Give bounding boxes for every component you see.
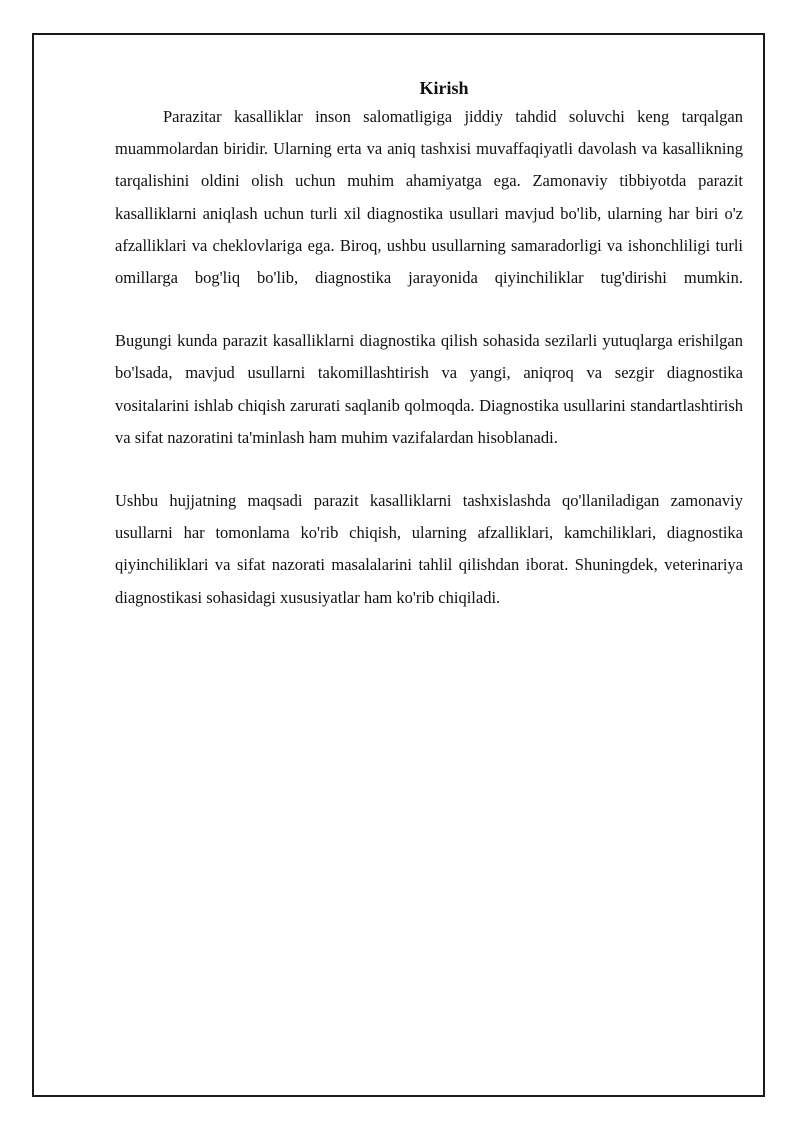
paragraph-gap <box>115 294 743 325</box>
paragraph-current-state: Bugungi kunda parazit kasalliklarni diagnostika qilish sohasida sezilarli yutuqlarga erishilgan bo'lsada, mavjud usullarni takomillashtirish va yangi, aniqroq va sezgir diagnostika vositalarini ishlab chiqish zarurati saqlanib qolmoqda. Diagnostika usullarini standartlashtirish va sifat nazoratini ta'minlash ham muhim vazifalardan hisoblanadi. <box>115 331 743 447</box>
paragraph-intro: Parazitar kasalliklar inson salomatligiga jiddiy tahdid soluvchi keng tarqalgan muammolardan biridir. Ularning erta va aniq tashxisi muvaffaqiyatli davolash va kasallikning tarqalishini oldini olish uchun muhim ahamiyatga ega. Zamonaviy tibbiyotda parazit kasalliklarni aniqlash uchun turli xil diagnostika usullari mavjud bo'lib, ularning har biri o'z afzalliklari va cheklovlariga ega. Biroq, ushbu usullarning samaradorligi va ishonchliligi turli omillarga bog'liq bo'lib, diagnostika jarayonida qiyinchiliklar tug'dirishi mumkin. <box>115 107 743 288</box>
document-title: Kirish <box>419 78 469 98</box>
paragraph-gap <box>115 454 743 485</box>
paragraph-purpose: Ushbu hujjatning maqsadi parazit kasalliklarni tashxislashda qo'llaniladigan zamonaviy usullarni har tomonlama ko'rib chiqish, ularning afzalliklari, kamchiliklari, diagnostika qiyinchiliklari va sifat nazorati masalalarini tahlil qilishdan iborat. Shuningdek, veterinariya diagnostikasi sohasidagi xususiyatlar ham ko'rib chiqiladi. <box>115 491 743 607</box>
document-body <box>115 72 743 614</box>
